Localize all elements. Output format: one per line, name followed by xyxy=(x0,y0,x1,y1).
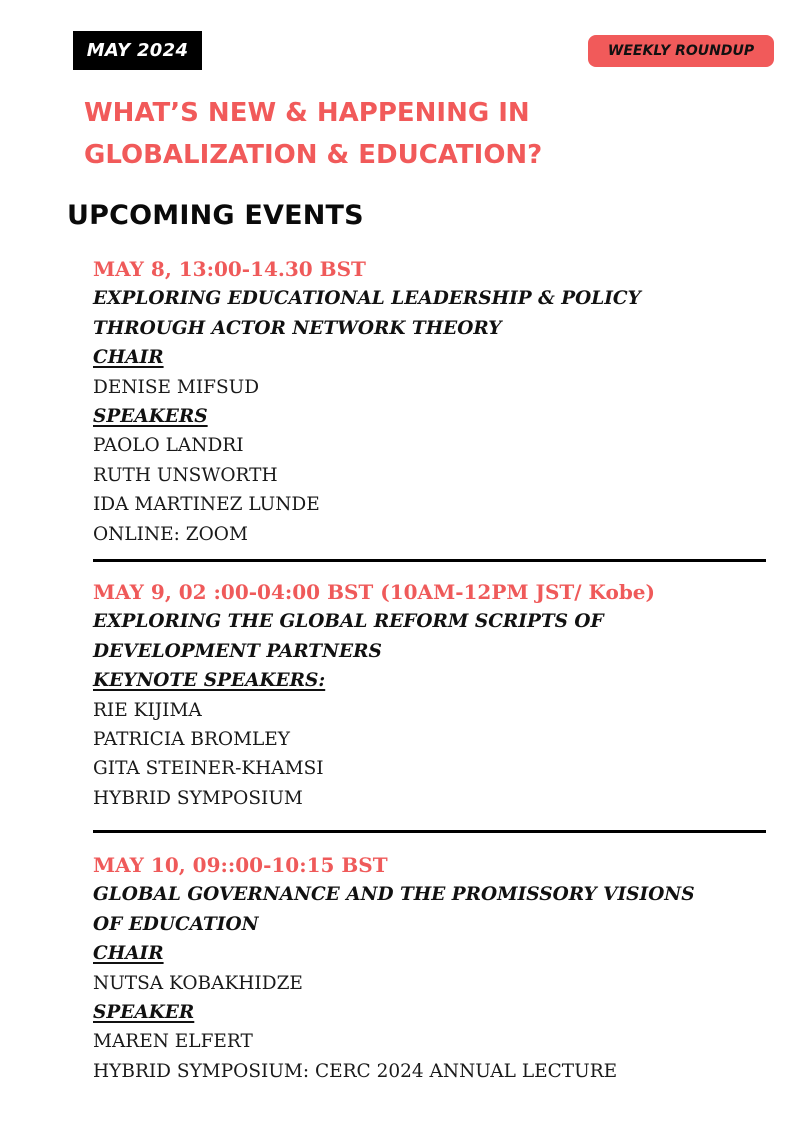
event-venue: ONLINE: ZOOM xyxy=(93,523,248,545)
speaker-name: PATRICIA BROMLEY xyxy=(93,729,291,751)
speaker-name: MAREN ELFERT xyxy=(93,1031,253,1053)
event-datetime: MAY 10, 09::00-10:15 BST xyxy=(93,853,388,877)
speaker-label: SPEAKER xyxy=(93,1002,195,1024)
event-datetime: MAY 9, 02 :00-04:00 BST (10AM-12PM JST/ Kobe) xyxy=(93,580,655,604)
speaker-name: RUTH UNSWORTH xyxy=(93,464,278,486)
chair-label: CHAIR xyxy=(93,943,164,965)
event-title-line: THROUGH ACTOR NETWORK THEORY xyxy=(93,317,502,339)
event-datetime: MAY 8, 13:00-14.30 BST xyxy=(93,257,366,281)
chair-label: CHAIR xyxy=(93,347,164,369)
event-item xyxy=(93,578,783,813)
event-item xyxy=(93,255,783,549)
event-title-line: EXPLORING THE GLOBAL REFORM SCRIPTS OF xyxy=(93,611,604,633)
event-venue: HYBRID SYMPOSIUM xyxy=(93,787,303,809)
section-divider xyxy=(93,830,766,833)
speaker-name: PAOLO LANDRI xyxy=(93,435,244,457)
event-title-line: GLOBAL GOVERNANCE AND THE PROMISSORY VISIONS xyxy=(93,884,695,906)
page-title xyxy=(84,92,744,176)
chair-name: DENISE MIFSUD xyxy=(93,376,260,398)
event-title-line: OF EDUCATION xyxy=(93,913,259,935)
keynote-speakers-label: KEYNOTE SPEAKERS: xyxy=(93,670,326,692)
headline-line: WHAT’S NEW & HAPPENING IN xyxy=(84,98,530,128)
event-title-line: DEVELOPMENT PARTNERS xyxy=(93,640,382,662)
section-divider xyxy=(93,559,766,562)
speakers-label: SPEAKERS xyxy=(93,406,208,428)
event-venue: HYBRID SYMPOSIUM: CERC 2024 ANNUAL LECTURE xyxy=(93,1060,618,1082)
section-heading-upcoming-events: UPCOMING EVENTS xyxy=(67,200,364,231)
date-badge: MAY 2024 xyxy=(73,31,202,70)
speaker-name: RIE KIJIMA xyxy=(93,699,202,721)
weekly-roundup-badge: WEEKLY ROUNDUP xyxy=(588,35,774,67)
event-item xyxy=(93,851,783,1086)
headline-line: GLOBALIZATION & EDUCATION? xyxy=(84,140,543,170)
speaker-name: GITA STEINER-KHAMSI xyxy=(93,758,324,780)
speaker-name: IDA MARTINEZ LUNDE xyxy=(93,494,320,516)
event-title-line: EXPLORING EDUCATIONAL LEADERSHIP & POLICY xyxy=(93,288,641,310)
chair-name: NUTSA KOBAKHIDZE xyxy=(93,972,303,994)
